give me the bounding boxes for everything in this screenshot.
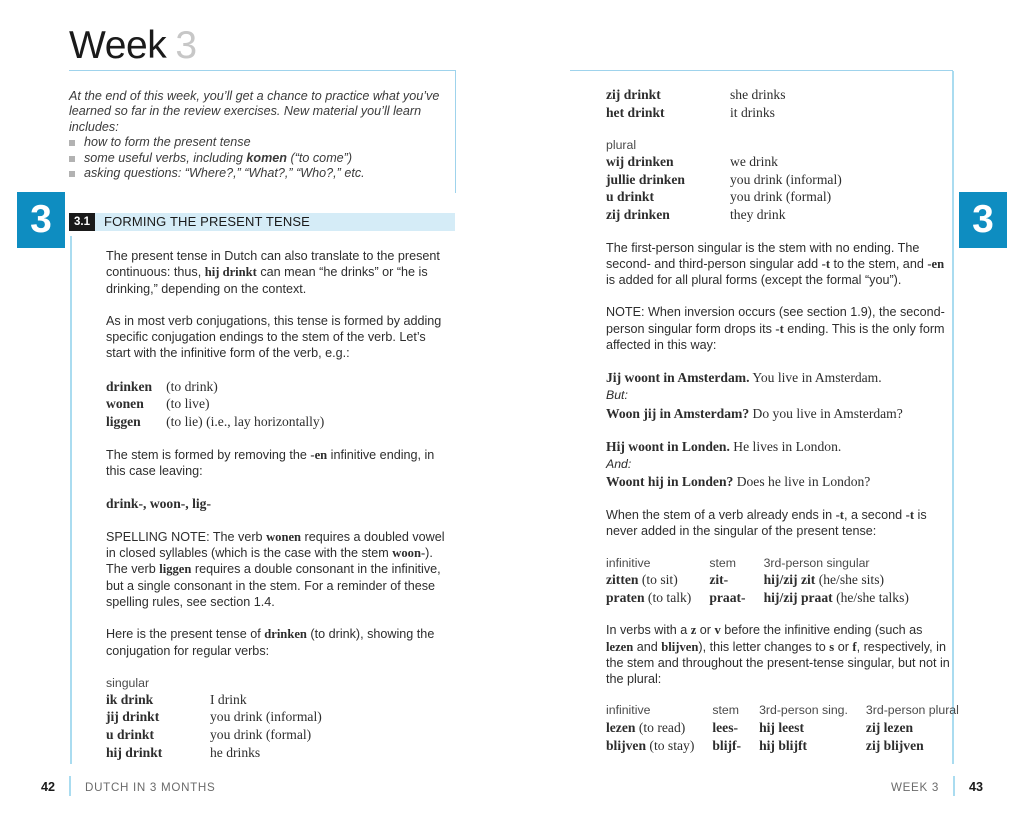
- bold-term: zit-: [709, 572, 729, 588]
- left-column-body: [106, 248, 446, 777]
- bold-term: praat-: [709, 589, 746, 605]
- dutch-sentence: Hij woont in Londen.: [606, 439, 730, 455]
- bold-term: hij leest: [759, 720, 804, 736]
- bold-term: -en: [310, 447, 328, 462]
- table-row: [606, 589, 909, 607]
- table-row: [606, 86, 786, 104]
- bold-term: hij blijft: [759, 737, 808, 753]
- plural-conjugation-table: [606, 153, 842, 223]
- bold-term: lezen: [606, 720, 636, 736]
- example-connector: But:: [606, 387, 628, 402]
- bullet-text-after: (“to come”): [287, 150, 353, 165]
- text-run: ending. This is the only form affected in this way:: [606, 321, 945, 353]
- chapter-label: WEEK 3: [890, 781, 939, 794]
- cell-infinitive: [606, 737, 712, 755]
- column-header-infinitive: infinitive: [606, 555, 651, 570]
- text-run: infinitive ending, in this case leaving:: [106, 447, 435, 478]
- cell-infinitive: [606, 719, 712, 737]
- english-gloss: we drink: [730, 154, 778, 170]
- column-header-infinitive: infinitive: [606, 703, 651, 718]
- bold-term: -t: [821, 256, 831, 271]
- text-run: (he/she sits): [815, 572, 885, 588]
- paragraph-double-t-rule: [606, 507, 951, 540]
- example-block-amsterdam: [606, 369, 951, 422]
- bold-term: zitten: [606, 572, 639, 588]
- section-title: FORMING THE PRESENT TENSE: [104, 214, 311, 229]
- bold-term: v: [714, 623, 721, 638]
- text-run: is never added in the singular of the present tense:: [606, 507, 927, 539]
- intro-box-right-rule: [455, 70, 456, 193]
- text-run: can mean “he drinks” or “he is drinking,” depending on the context.: [106, 265, 428, 296]
- text-run: before the infinitive ending (such as: [720, 623, 923, 638]
- text-run: is added for all plural forms (except the formal “you”).: [606, 273, 902, 288]
- bold-term: hij drinkt: [204, 265, 257, 280]
- cell-infinitive: [606, 571, 709, 589]
- text-run: The stem is formed by removing the: [106, 447, 311, 462]
- paragraph-drinken-intro: [106, 626, 446, 659]
- bold-term: lees-: [712, 720, 739, 736]
- column-header-stem: stem: [709, 555, 736, 570]
- infinitive-gloss: (to lie) (i.e., lay horizontally): [166, 413, 325, 429]
- dutch-form: hij drinkt: [106, 744, 163, 760]
- english-translation: He lives in London.: [729, 439, 842, 455]
- bold-term: -t: [835, 507, 844, 522]
- bold-term: blijven: [661, 639, 699, 654]
- bold-term: blijven: [606, 737, 647, 753]
- page-title: [69, 23, 197, 69]
- cell-stem: [712, 719, 759, 737]
- infinitive-term: wonen: [106, 396, 144, 412]
- square-bullet-icon: [69, 140, 75, 146]
- table-row: [106, 744, 322, 762]
- text-run: SPELLING NOTE: The verb: [106, 529, 267, 544]
- right-page-top-rule: [570, 70, 953, 71]
- table-row: [606, 737, 959, 755]
- english-translation: Do you live in Amsterdam?: [749, 405, 903, 421]
- cell-stem: [712, 737, 759, 755]
- text-run: and: [633, 639, 662, 654]
- singular-conjugation-table: [106, 691, 322, 761]
- right-column-body: [606, 86, 959, 770]
- text-run: ), this letter changes to: [698, 639, 830, 654]
- footer-left: [41, 776, 215, 796]
- bold-term: praten: [606, 589, 645, 605]
- right-column-rule: [952, 71, 954, 764]
- right-page: [512, 0, 1024, 822]
- table-row: [606, 719, 959, 737]
- column-header-third-person: 3rd-person singular: [763, 555, 870, 570]
- week-title-number: 3: [175, 24, 197, 67]
- bold-term: blijf-: [712, 737, 742, 753]
- book-title: DUTCH IN 3 MONTHS: [85, 781, 216, 794]
- cell-infinitive: [606, 589, 709, 607]
- example-line: [606, 405, 951, 423]
- dutch-form: wij drinken: [606, 154, 674, 170]
- infinitive-term: drinken: [106, 378, 153, 394]
- column-header-third-sing: 3rd-person sing.: [759, 703, 848, 718]
- plural-label: plural: [606, 138, 637, 153]
- table-row: [106, 413, 324, 431]
- bold-term: wonen: [266, 529, 302, 544]
- paragraph-spelling-note: [106, 529, 446, 610]
- paragraph-present-continuous: [106, 248, 446, 297]
- table-row: [606, 206, 842, 224]
- table-row: [606, 188, 842, 206]
- english-gloss: they drink: [730, 206, 786, 222]
- english-gloss: you drink (formal): [210, 727, 312, 743]
- paragraph-conjugation-endings: As in most verb conjugations, this tense is formed by adding specific conjugation endings to the stem of the verb. Let’s start with the infinitive form of the verb, e.g.:: [106, 313, 442, 361]
- english-gloss: I drink: [210, 691, 247, 707]
- paragraph-z-v-rule: [606, 622, 951, 687]
- english-gloss: she drinks: [730, 87, 786, 102]
- square-bullet-icon: [69, 171, 75, 177]
- text-run: The first-person singular is the stem with no ending. The second- and third-person singular add: [606, 240, 920, 271]
- bold-term: lezen: [606, 639, 634, 654]
- intro-paragraph: At the end of this week, you’ll get a chance to practice what you’ve learned so far in the review exercises. New material you’ll learn includes:: [69, 89, 440, 134]
- stem-examples: drink-, woon-, lig-: [106, 496, 211, 512]
- week-title-word: Week: [69, 24, 167, 67]
- intro-bullet-list: [69, 135, 444, 181]
- table-row: [106, 726, 322, 744]
- square-bullet-icon: [69, 156, 75, 162]
- table-row: [106, 708, 322, 726]
- footer-divider: [69, 776, 71, 796]
- bold-term: -en: [927, 256, 945, 271]
- dutch-form: jullie drinken: [606, 171, 685, 187]
- column-header-stem: stem: [712, 703, 740, 718]
- text-run: (to sit): [638, 572, 678, 588]
- bullet-text: asking questions: “Where?,” “What?,” “Who?,” etc.: [84, 166, 365, 181]
- example-line: [606, 369, 951, 387]
- bold-term: drinken: [264, 627, 307, 642]
- table-row: [106, 691, 322, 709]
- infinitive-gloss: (to drink): [166, 378, 218, 394]
- text-run: (he/she talks): [832, 589, 909, 605]
- text-run: NOTE: When inversion occurs (see section 1.9), the second-person singular form drops its: [606, 305, 945, 336]
- intro-box-top-rule: [69, 70, 456, 71]
- footer-right: [891, 776, 983, 796]
- english-gloss: it drinks: [730, 104, 775, 120]
- cell-third-sing: [759, 737, 866, 755]
- infinitive-term: liggen: [106, 413, 141, 429]
- table-header-row: [606, 556, 909, 572]
- text-run: requires a doubled vowel in closed syllables (which is the case with the stem: [106, 529, 445, 561]
- cell-stem: [709, 571, 763, 589]
- table-row: [606, 104, 786, 122]
- dutch-form: jij drinkt: [106, 709, 160, 725]
- chapter-tab-right: 3: [959, 192, 1007, 248]
- dutch-form: zij drinkt: [606, 87, 661, 102]
- bold-term: hij/zij zit: [763, 572, 816, 588]
- dutch-form: u drinkt: [606, 189, 654, 205]
- bold-term: -t: [905, 507, 915, 522]
- text-run: (to talk): [644, 589, 692, 605]
- text-run: to the stem, and: [830, 256, 928, 271]
- text-run: When the stem of a verb already ends in: [606, 507, 836, 522]
- cell-stem: [709, 589, 763, 607]
- english-translation: You live in Amsterdam.: [749, 370, 882, 386]
- dutch-form: het drinkt: [606, 104, 665, 120]
- dutch-sentence: Woont hij in Londen?: [606, 474, 734, 490]
- dutch-form: ik drink: [106, 691, 154, 707]
- list-item: [69, 135, 444, 150]
- example-line: [606, 473, 951, 491]
- english-gloss: you drink (informal): [730, 171, 842, 187]
- table-row: [606, 153, 842, 171]
- table-row: [606, 571, 909, 589]
- bullet-bold-term: komen: [246, 150, 287, 165]
- list-item: [69, 151, 444, 166]
- example-connector: And:: [606, 456, 632, 471]
- infinitive-gloss: (to live): [166, 396, 210, 412]
- bullet-text: some useful verbs, including: [84, 150, 247, 165]
- dutch-form: zij drinken: [606, 206, 670, 222]
- left-column-rule: [70, 236, 72, 764]
- chapter-tab-left: 3: [17, 192, 65, 248]
- text-run: ). The verb: [106, 546, 433, 577]
- table-row: [106, 395, 324, 413]
- cell-third-person: [764, 589, 909, 607]
- english-gloss: you drink (formal): [730, 189, 832, 205]
- bold-term: f: [852, 639, 857, 654]
- bold-term: z: [690, 623, 697, 638]
- z-v-change-table: [606, 703, 959, 754]
- paragraph-stem-formation: [106, 447, 446, 480]
- example-line: [606, 438, 951, 456]
- cell-third-sing: [759, 719, 866, 737]
- bold-term: zij blijven: [865, 737, 924, 753]
- cell-third-plural: [866, 737, 959, 755]
- infinitive-list: [106, 378, 324, 431]
- page-number-right: 43: [968, 780, 983, 794]
- list-item: [69, 166, 444, 181]
- dutch-sentence: Jij woont in Amsterdam.: [606, 370, 750, 386]
- text-run: requires a double consonant in the infinitive, but a single consonant in the stem. For a reminder of these spelling rules, see section 1.4.: [106, 562, 441, 609]
- week-intro: [69, 89, 444, 181]
- text-run: The present tense in Dutch can also translate to the present continuous: thus,: [106, 249, 440, 280]
- dutch-sentence: Woon jij in Amsterdam?: [606, 405, 750, 421]
- bold-term: liggen: [159, 562, 192, 577]
- footer-divider: [953, 776, 955, 796]
- singular-conjugation-continued: [606, 86, 786, 121]
- text-run: , a second: [844, 507, 906, 522]
- cell-third-plural: [866, 719, 959, 737]
- paragraph-endings-rule: [606, 240, 951, 289]
- table-row: [106, 378, 324, 396]
- singular-label: singular: [106, 675, 150, 690]
- stem-ends-in-t-table: [606, 556, 909, 607]
- cell-third-person: [764, 571, 909, 589]
- text-run: (to drink), showing the conjugation for regular verbs:: [106, 627, 435, 658]
- text-run: or: [834, 639, 853, 654]
- english-gloss: you drink (informal): [210, 709, 322, 725]
- bold-term: s: [829, 639, 835, 654]
- page-number-left: 42: [41, 780, 56, 794]
- bold-term: woon-: [392, 546, 426, 561]
- text-run: or: [696, 623, 715, 638]
- bold-term: zij lezen: [865, 720, 914, 736]
- english-gloss: he drinks: [210, 744, 261, 760]
- bold-term: -t: [775, 321, 784, 336]
- bold-term: hij/zij praat: [763, 589, 833, 605]
- text-run: (to stay): [646, 737, 695, 753]
- paragraph-inversion-note: [606, 304, 951, 353]
- english-translation: Does he live in London?: [733, 474, 871, 490]
- column-header-third-plural: 3rd-person plural: [865, 703, 959, 718]
- table-row: [606, 171, 842, 189]
- text-run: Here is the present tense of: [106, 627, 265, 642]
- table-header-row: [606, 703, 959, 719]
- example-block-londen: [606, 438, 951, 491]
- text-run: (to read): [635, 720, 686, 736]
- section-number-badge: 3.1: [69, 213, 95, 231]
- dutch-form: u drinkt: [106, 727, 154, 743]
- text-run: In verbs with a: [606, 623, 691, 638]
- bullet-text: how to form the present tense: [84, 135, 251, 150]
- text-run: , respectively, in the stem and throughout the present-tense singular, but not in the plural:: [606, 639, 950, 687]
